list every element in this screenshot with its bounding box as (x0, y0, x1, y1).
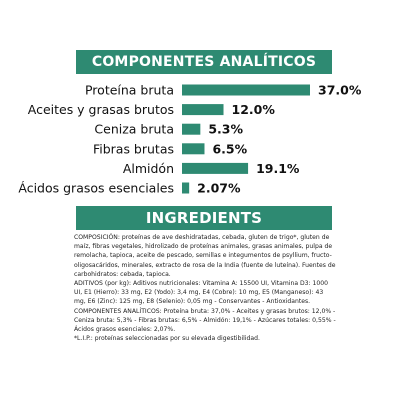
additives-paragraph: ADITIVOS (por kg): Aditivos nutricionales: Vitamina A: 15500 UI, Vitamina D3: 1000 UI, E1 (Hierro): 33 mg, E2 (Yodo): 3,4 mg, E4 (Cobre): 10 mg, E5 (Manganeso): 43 mg, E6 (Zinc): 125 mg, E8 (Selenio): 0,05 mg - Conservantes - Antioxidantes. (74, 280, 329, 306)
ingredients-banner (76, 206, 332, 230)
composition-paragraph: COMPOSICIÓN: proteínas de ave deshidratadas, cebada, gluten de trigo*, gluten de maíz, fibras vegetales, hidrolizado de proteínas animales, grasas animales, pulpa de remolacha, tapioca, aceite de pescado, semillas e integumentos de psyllium, fructo-oligosacáridos, minerales, extracto de rosa de la India (fuente de luteína). Fuentes de carbohidratos: cebada, tapioca. (74, 234, 336, 278)
ingredients-title: INGREDIENTS (145, 209, 263, 227)
value-label: 5.3% (208, 121, 244, 137)
ingredients-text (74, 233, 336, 343)
category-label: Ácidos grasos esenciales (18, 180, 174, 196)
bar (182, 104, 224, 115)
value-label: 19.1% (256, 160, 300, 176)
category-label: Almidón (122, 160, 174, 176)
category-label: Fibras brutas (92, 141, 174, 157)
analytical-components-paragraph: COMPONENTES ANALÍTICOS: Proteína bruta: 37,0% - Aceites y grasas brutos: 12,0% - Ceniza bruta: 5,3% - Fibras brutas: 6,5% - Almidón: 19,1% - Azúcares totales: 0,55% - Ácidos grasos esenciales: 2,07%. (74, 307, 336, 334)
bar (182, 85, 310, 96)
lip-footnote: *L.I.P.: proteínas seleccionadas por su elevada digestibilidad. (74, 335, 260, 343)
bar (182, 183, 189, 194)
analytical-bar-chart (0, 78, 416, 198)
category-label: Proteína bruta (84, 82, 174, 98)
category-label: Aceites y grasas brutos (27, 102, 174, 118)
analytical-components-banner (76, 50, 332, 74)
category-label: Ceniza bruta (94, 121, 174, 137)
bar (182, 163, 248, 174)
value-label: 12.0% (231, 102, 275, 118)
value-label: 2.07% (197, 180, 241, 196)
bar (182, 124, 200, 135)
value-label: 37.0% (318, 82, 362, 98)
value-label: 6.5% (212, 141, 248, 157)
bar (182, 143, 204, 154)
analytical-components-title: COMPONENTES ANALÍTICOS (91, 54, 317, 70)
